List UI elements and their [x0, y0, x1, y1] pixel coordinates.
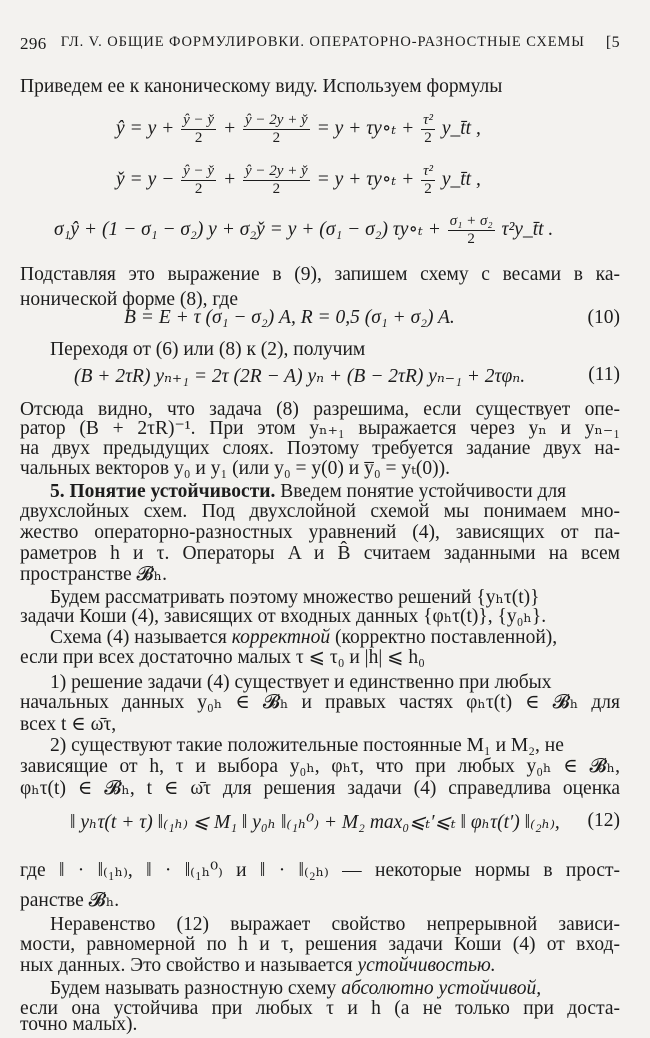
denominator: 2 [194, 181, 203, 197]
numerator: ŷ − 2y + y̌ [245, 163, 308, 179]
formula-part: ŷ = y + [116, 117, 175, 139]
denominator: 2 [424, 181, 432, 197]
text-line: ратор (B + 2τR)⁻¹. При этом yₙ₊₁ выражается через yₙ и yₙ₋₁ [20, 418, 620, 439]
text-span: (корректно поставленной), [330, 627, 558, 648]
text-line: чальных векторов y₀ и y₁ (или y₀ = y(0) и y̅₀ = yₜ(0)). [20, 458, 451, 479]
denominator: 2 [424, 130, 432, 146]
text-line: если при всех достаточно малых τ ⩽ τ₀ и |h| ⩽ h₀ [20, 647, 425, 668]
numerator: σ₁ + σ₂ [449, 213, 493, 229]
denominator: 2 [272, 181, 281, 197]
formula-y-hat [116, 112, 481, 147]
formula-11: (B + 2τR) yₙ₊₁ = 2τ (2R − A) yₙ + (B − 2τR) yₙ₋₁ + 2τφₙ. [74, 366, 526, 387]
text-line: Отсюда видно, что задача (8) разрешима, если существует опе- [20, 399, 620, 420]
formula-part: τ²y_t̄t . [501, 218, 554, 240]
equation-number: (12) [587, 810, 620, 831]
fraction [181, 112, 216, 147]
text-line: начальных данных y₀ₕ ∈ 𝓑ₕ и правых частях φₕτ(t) ∈ 𝓑ₕ для [20, 692, 620, 713]
formula-part: = y + τy∘ₜ + [316, 168, 415, 190]
formula-10: B = E + τ (σ₁ − σ₂) A, R = 0,5 (σ₁ + σ₂) A. [124, 307, 455, 328]
text-line: зависящие от h, τ и выбора y₀ₕ, φₕτ, что при любых y₀ₕ ∈ 𝓑ₕ, [20, 756, 620, 777]
formula-part: + [222, 168, 237, 190]
text-line: нонической форме (8), где [20, 289, 239, 310]
text-span: ных данных. Это свойство и называется [20, 955, 358, 976]
text-span: Будем называть разностную схему [50, 978, 342, 999]
formula-part: y̌ = y − [116, 168, 175, 190]
numerator: τ² [423, 163, 433, 179]
formula-y-check [116, 163, 481, 198]
fraction [243, 112, 310, 147]
term-stability: устойчивостью. [357, 955, 496, 976]
text-line: φₕτ(t) ∈ 𝓑ₕ, t ∈ ω̄τ для решения задачи (4) справедлива оценка [20, 778, 620, 799]
text-line: если она устойчива при любых τ и h (а не только при доста- [20, 998, 620, 1019]
numerator: ŷ − y̌ [183, 163, 215, 179]
fraction [421, 163, 435, 198]
text-line: где ‖ · ‖₍₁ₕ₎, ‖ · ‖₍₁ₕ⁰₎ и ‖ · ‖₍₂ₕ₎ — некоторые нормы в прост- [20, 860, 620, 881]
text-line: Неравенство (12) выражает свойство непрерывной зависи- [50, 914, 620, 935]
equation-number: (10) [587, 307, 620, 328]
text-line: жество операторно-разностных уравнений (4), зависящих от па- [20, 522, 620, 543]
text-span: Схема (4) называется [50, 627, 232, 648]
numerator: ŷ − y̌ [183, 112, 215, 128]
denominator: 2 [467, 231, 475, 247]
formula-part: y_t̄t , [441, 168, 481, 190]
denominator: 2 [194, 130, 203, 146]
term-correct: корректной [231, 627, 331, 648]
formula-part: = y + τy∘ₜ + [316, 117, 415, 139]
text-line: задачи Коши (4), зависящих от входных данных {φₕτ(t)}, {y₀ₕ}. [20, 606, 547, 627]
section-title: 5. Понятие устойчивости. [50, 481, 276, 502]
text-span: Введем понятие устойчивости для [275, 481, 567, 502]
text-line: Приведем ее к каноническому виду. Используем формулы [20, 76, 503, 97]
formula-weighted [54, 213, 553, 248]
running-header [20, 34, 620, 54]
text-line: раметров h и τ. Операторы A и B̂ считаем заданными на всем [20, 543, 620, 564]
text-line: ранстве 𝓑ₕ. [20, 890, 120, 911]
text-line: 1) решение задачи (4) существует и единственно при любых [50, 672, 552, 693]
section-mark: [5 [605, 34, 620, 51]
text-line: Переходя от (6) или (8) к (2), получим [50, 339, 366, 360]
formula-12: ‖ yₕτ(t + τ) ‖₍₁ₕ₎ ⩽ M₁ ‖ y₀ₕ ‖₍₁ₕ⁰₎ + M₂ max₀⩽ₜ′⩽ₜ ‖ φₕτ(t′) ‖₍₂ₕ₎, [70, 812, 560, 833]
formula-part: σ₁ŷ + (1 − σ₁ − σ₂) y + σ₂y̌ = y + (σ₁ − σ₂) τy∘ₜ + [54, 218, 441, 240]
text-line: пространстве 𝓑ₕ. [20, 564, 167, 585]
text-line [20, 953, 620, 978]
text-line: мости, равномерной по h и τ, решения задачи Коши (4) от вход- [20, 934, 620, 955]
fraction [448, 213, 495, 248]
denominator: 2 [272, 130, 281, 146]
formula-part: y_t̄t , [441, 117, 481, 139]
numerator: τ² [423, 112, 433, 128]
formula-part: + [222, 117, 237, 139]
text-line: на двух предыдущих слоях. Поэтому требуется задание двух на- [20, 438, 620, 459]
numerator: ŷ − 2y + y̌ [245, 112, 308, 128]
text-line: Подставляя это выражение в (9), запишем схему с весами в ка- [20, 264, 620, 285]
fraction [421, 112, 435, 147]
text-line: двухслойных схем. Под двухслойной схемой мы понимаем мно- [20, 501, 620, 522]
fraction [243, 163, 310, 198]
text-line: Будем рассматривать поэтому множество решений {yₕτ(t)} [50, 587, 540, 608]
equation-number: (11) [588, 364, 620, 385]
page-number: 296 [20, 34, 47, 53]
text-line: всех t ∈ ω̄τ, [20, 714, 117, 735]
term-absolute-stability: абсолютно устойчивой, [341, 978, 542, 999]
chapter-title: ГЛ. V. ОБЩИЕ ФОРМУЛИРОВКИ. ОПЕРАТОРНО-РАЗНОСТНЫЕ СХЕМЫ [60, 34, 585, 50]
fraction [181, 163, 216, 198]
text-line: 2) существуют такие положительные постоянные M₁ и M₂, не [50, 735, 564, 756]
text-line: точно малых). [20, 1014, 138, 1035]
